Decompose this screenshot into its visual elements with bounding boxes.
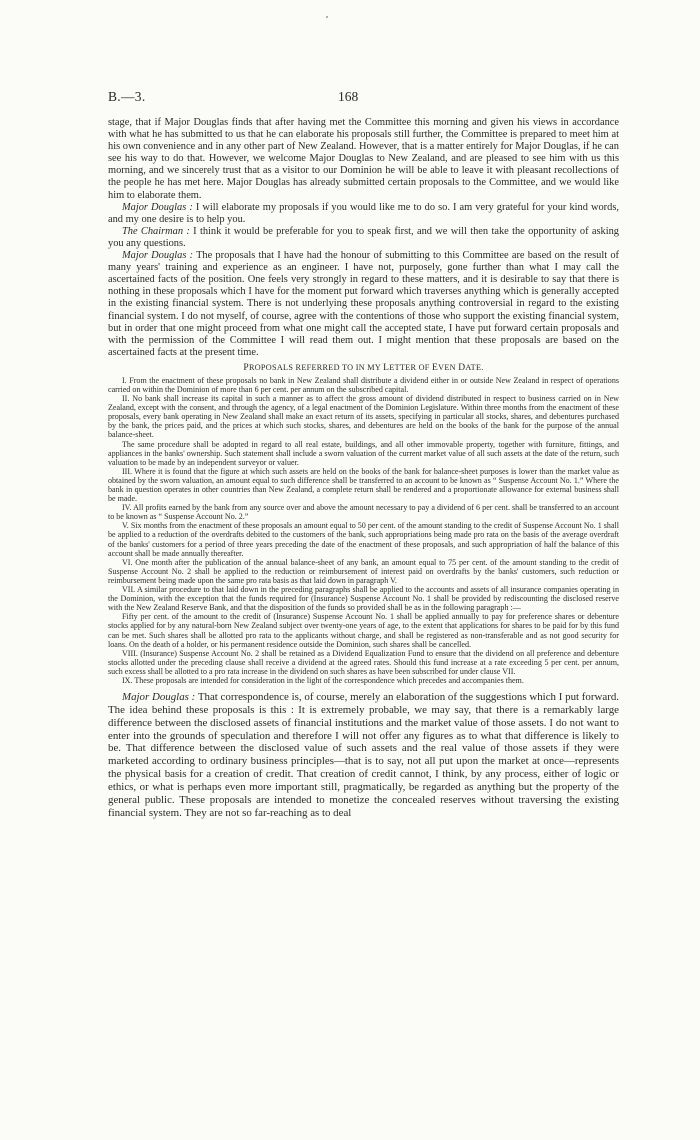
proposal-clause: II. No bank shall increase its capital in such a manner as to affect the gross amount of dividend distributed in respect to business carried on in New Zealand, except with the consent, and through the agency, of a legal enactment of the Dominion Legislature. Within three months from the enactment of these proposals, every bank operating in New Zealand shall make an exact return of its assets, specifying in particular all stocks, shares, and debentures purchased by the bank, the prices paid, and the prices at which such stocks, shares, and debentures are held on the books of the bank for the purpose of the annual balance-sheet. bbox=[108, 394, 619, 440]
document-reference: B.—3. bbox=[108, 89, 146, 104]
closing-paragraph bbox=[108, 691, 619, 819]
speaker-name: Major Douglas : bbox=[122, 201, 193, 213]
speaker-name: Major Douglas : bbox=[122, 691, 196, 704]
proposals-heading: PROPOSALS REFERRED TO IN MY LETTER OF EVEN DATE. bbox=[243, 362, 484, 373]
page-body bbox=[108, 117, 619, 820]
paragraph bbox=[108, 226, 619, 250]
paragraph bbox=[108, 202, 619, 226]
speaker-name: Major Douglas : bbox=[122, 250, 194, 262]
proposal-clause: I. From the enactment of these proposals no bank in New Zealand shall distribute a dividend either in or outside New Zealand in respect of operations carried on within the Dominion of more than 6 per cent. per annum on the subscribed capital. bbox=[108, 375, 619, 394]
proposal-clause: The same procedure shall be adopted in regard to all real estate, buildings, and all other immovable property, together with furniture, fittings, and appliances in the banks' ownership. Such statement shall include a sworn valuation of the current market value of all such assets at the date of the return, such valuation to be made by an independent surveyor or valuer. bbox=[108, 439, 619, 467]
proposal-clause: VI. One month after the publication of the annual balance-sheet of any bank, an amount equal to 75 per cent. of the amount standing to the credit of Suspense Account No. 2 shall be applied to the reduction or reimbursement of interest paid on overdrafts by the banks' customers, such reduction or reimbursement being made upon the same pro rata basis as that laid down in paragraph V. bbox=[108, 557, 619, 585]
proposal-clause: V. Six months from the enactment of these proposals an amount equal to 50 per cent. of the amount standing to the credit of Suspense Account No. 1 shall be applied to a reduction of the overdrafts debited to the customers of the bank, such appropriations being made pro rata on the basis of the average overdraft of the banks' customers for a period of three years preceding the date of the enactment of these proposals, and such appropriation of half the balance of this account shall be made annually thereafter. bbox=[108, 521, 619, 558]
proposal-clause: IX. These proposals are intended for consideration in the light of the correspondence which precedes and accompanies them. bbox=[122, 675, 524, 685]
proposal-clause: Fifty per cent. of the amount to the credit of (Insurance) Suspense Account No. 1 shall be applied annually to pay for preference shares or debenture stocks applied for by any natural-born New Zealand subject over twenty-one years of age, to the extent that applications for shares to be paid for by this fund can be met. Such shares shall be allotted pro rata to the applicants without charge, and shall be registered as non-transferable and as not good security for loans. On the death of a holder, or his permanent residence outside the Dominion, such shares shall be cancelled. bbox=[108, 612, 619, 649]
paragraph bbox=[108, 250, 619, 359]
speaker-name: The Chairman : bbox=[122, 225, 190, 237]
speech-text: That correspondence is, of course, merely an elaboration of the suggestions which I put forward. The idea behind these proposals is this : It is extremely probable, we may say, that there is a remarkably large difference between the disclosed assets of financial institutions and the market value of those assets. I do not want to enter into the grounds of speculation and therefore I will not offer any figures as to what that difference is likely to be. That difference between the disclosed value of such assets and the real value of those assets if they were marketed according to ordinary business principles—that is to say, not all put upon the market at once—represents the physical basis for a creation of credit. That creation of credit cannot, I think, by any process, either of logic or ethics, or what is perhaps even more important still, pragmatically, be regarded as anything but the property of the general public. These proposals are intended to monetize the concealed reserves without traversing the existing financial system. They are not so far-reaching as to deal bbox=[108, 691, 619, 819]
speech-text: I will elaborate my proposals if you would like me to do so. I am very grateful for your kind words, and my one desire is to help you. bbox=[108, 201, 619, 225]
scan-mark bbox=[326, 16, 328, 18]
proposal-clause: VIII. (Insurance) Suspense Account No. 2 shall be retained as a Dividend Equalization Fund to ensure that the dividend on all preference and debenture stocks allotted under the preceding clause shall receive a dividend at the agreed rates. Should this fund increase at a rate exceeding 5 per cent. per annum, such excess shall be allotted to a pro rata increase in the dividend on such shares as have been subscribed for under clause VII. bbox=[108, 648, 619, 676]
proposal-clause: III. Where it is found that the figure at which such assets are held on the books of the bank for balance-sheet purposes is lower than the market value as obtained by the sworn valuation, an amount equal to such difference shall be transferred to an account to be known as “ Suspense Account No. 1.” Where the bank in question operates in other countries than New Zealand, a complete return shall be rendered and a proportionate allowance for external business shall be made. bbox=[108, 466, 619, 504]
proposal-clause: VII. A similar procedure to that laid down in the preceding paragraphs shall be applied to the accounts and assets of all insurance companies operating in the Dominion, with the exception that the funds required for (Insurance) Suspense Account No. 1 shall be provided by rediscounting the disclosed reserve with the New Zealand Reserve Bank, and that the disposition of the funds so provided shall be as in the following paragraph :— bbox=[108, 585, 619, 613]
speech-text: The proposals that I have had the honour of submitting to this Committee are based on the result of many years' training and experience as an engineer. I have not, purposely, gone further than what I may call the ascertained facts of the position. One feels very strongly in regard to these matters, and it is desirable to say that there is nothing in these proposals which I have for the moment put forward which traverses anything which is generally accepted in the existing financial system. There is not underlying these proposals anything controversial in regard to the existing financial system. I do not myself, of course, agree with the contentions of those who support the existing financial system, but in order that one might proceed from what one might call the accepted state, I have put forward certain proposals and with the permission of the Committee I will read them out. I might mention that these proposals are based on the ascertained facts at the present time. bbox=[108, 250, 619, 358]
speech-text: I think it would be preferable for you to speak first, and we will then take the opportunity of asking you any questions. bbox=[108, 225, 620, 249]
page-number: 168 bbox=[338, 89, 359, 104]
paragraph: stage, that if Major Douglas finds that after having met the Committee this morning and given his views in accordance with what he has submitted to us that he can elaborate his proposals still further, the Committee is prepared to meet him at his own convenience and in any other part of New Zealand. However, that is a matter entirely for Major Douglas, if he can see his way to do that. However, we welcome Major Douglas to New Zealand, and are pleased to see him with us this morning, and we sincerely trust that as a visitor to our Dominion he will be able to leave it with pleasant recollections of the people he has met here. Major Douglas has already submitted certain proposals to the Committee, and we would like him to elaborate them. bbox=[108, 117, 619, 201]
page-header bbox=[108, 89, 600, 107]
proposal-clause: IV. All profits earned by the bank from any source over and above the amount necessary to pay a dividend of 6 per cent. shall be transferred to an account to be known as “ Suspense Account No. 2.” bbox=[108, 503, 619, 522]
